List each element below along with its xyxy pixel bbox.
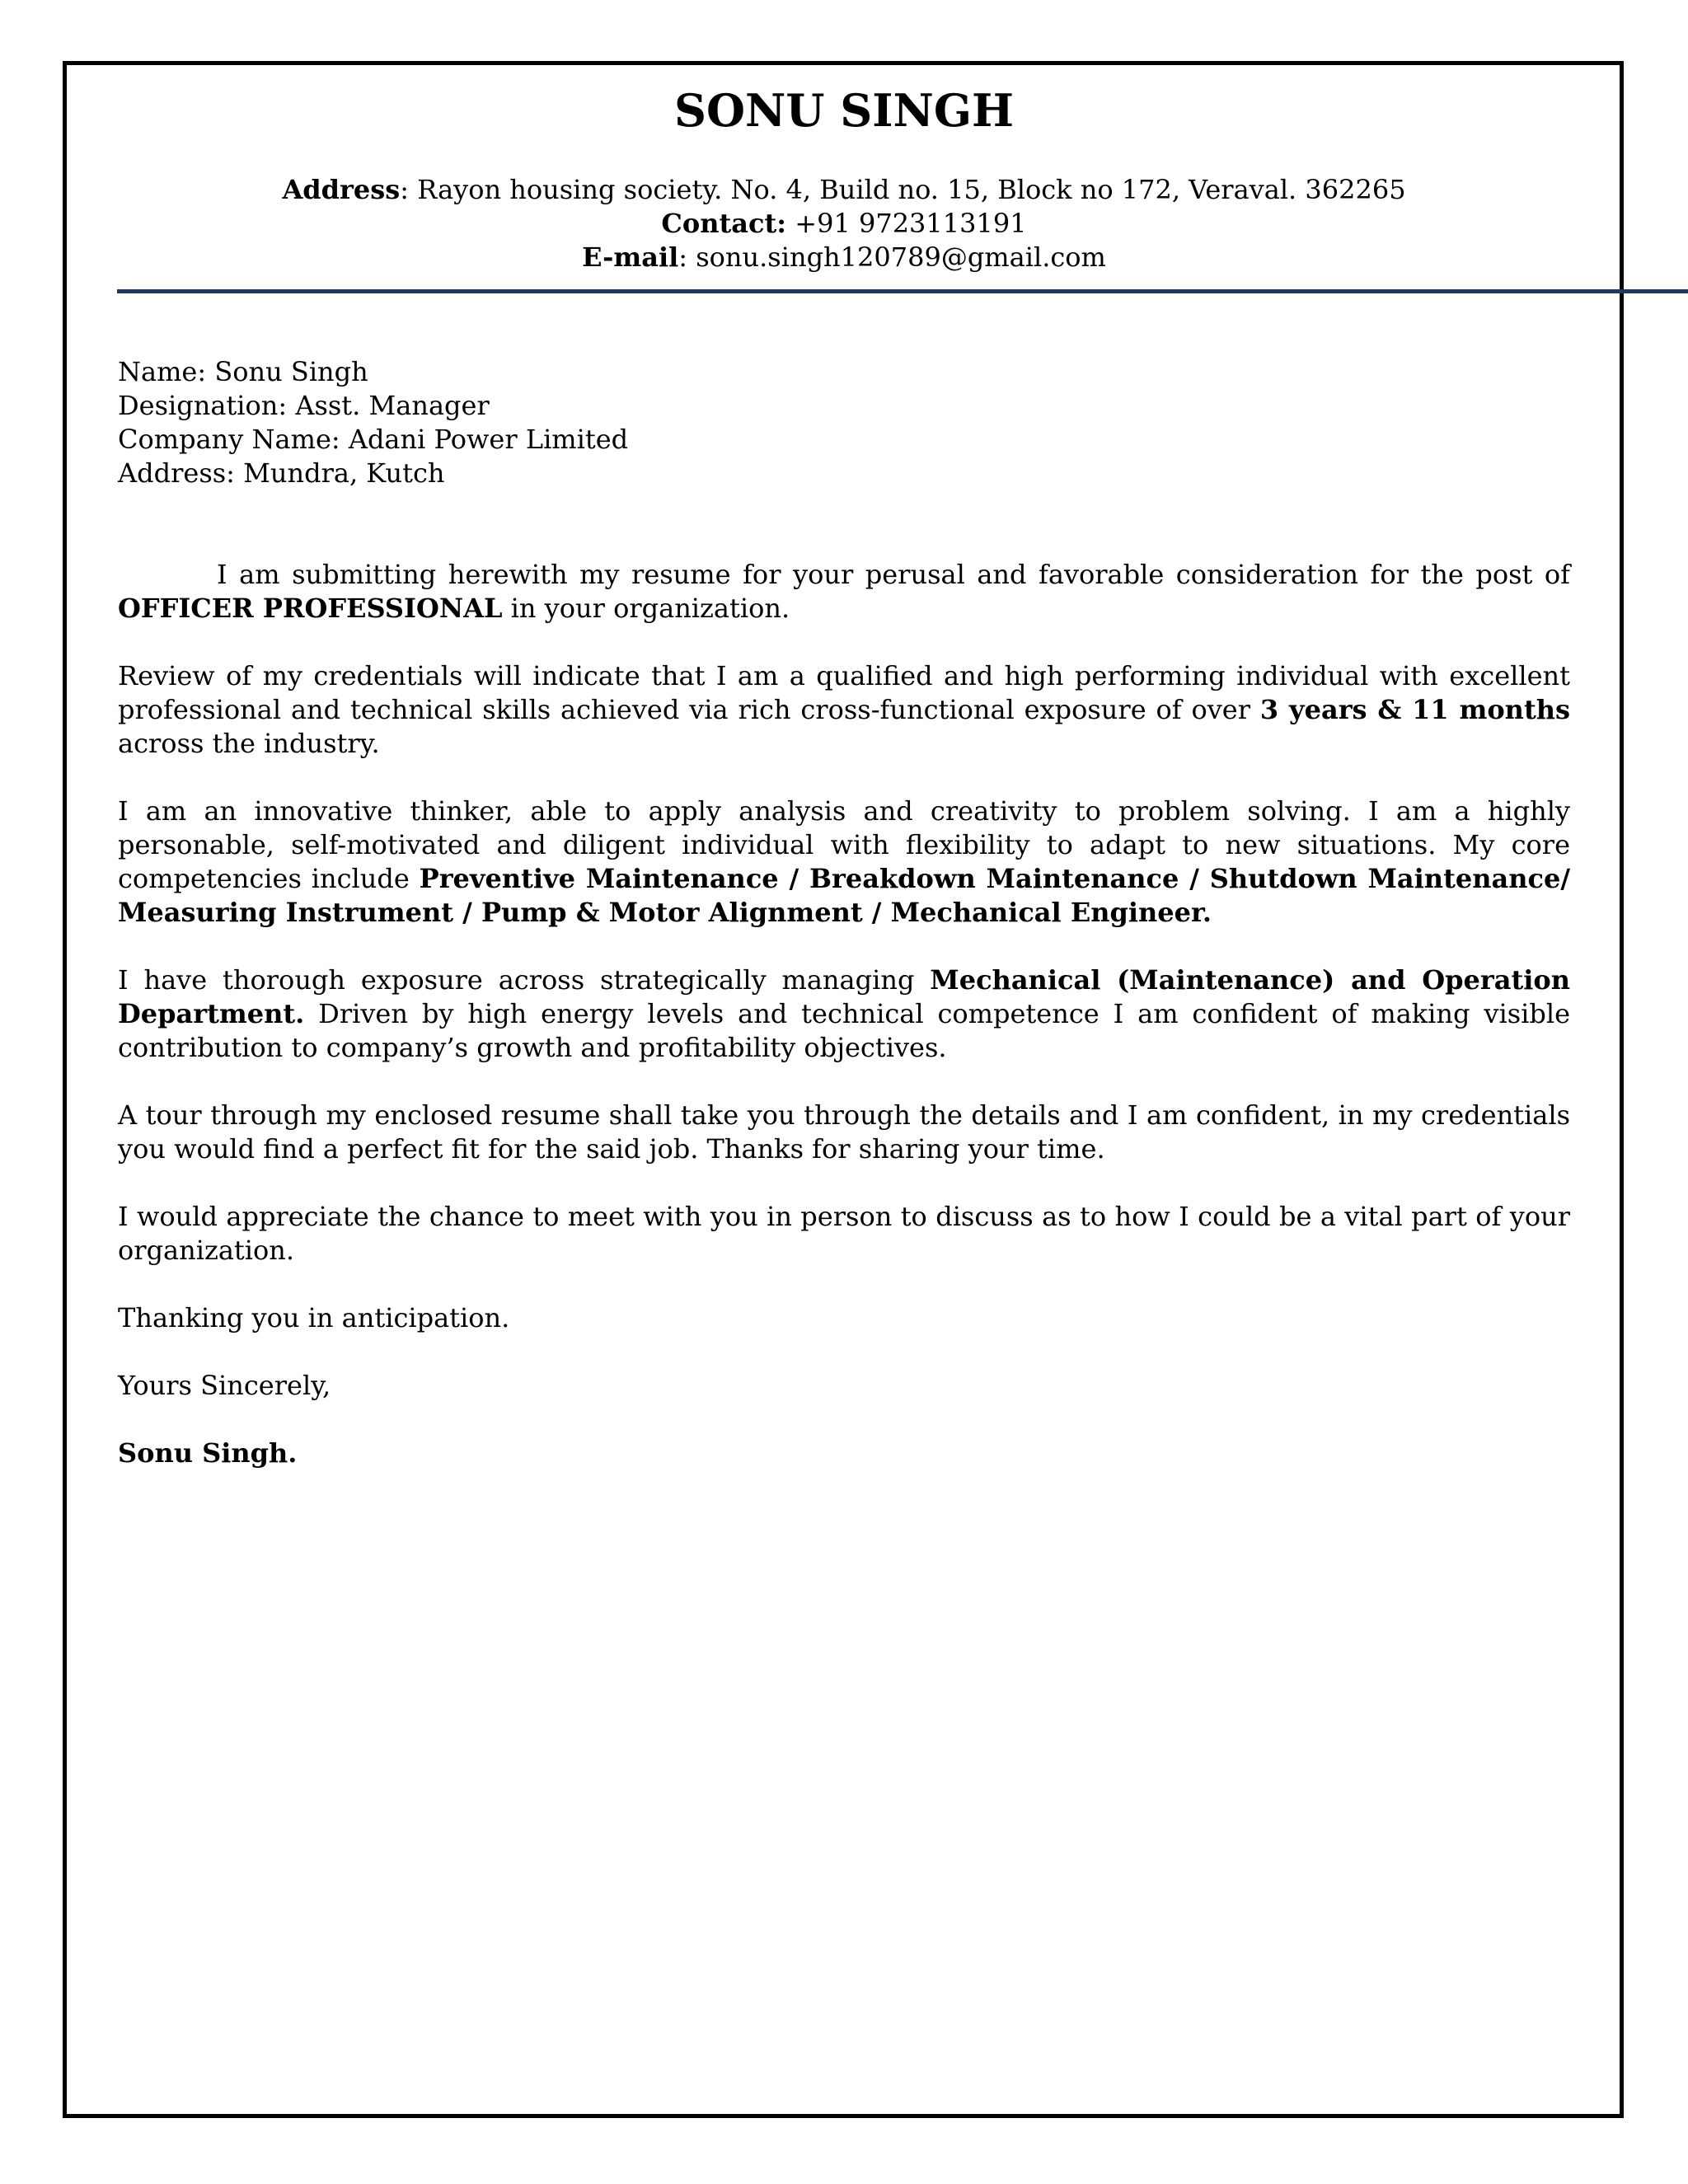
paragraph-thanks: Thanking you in anticipation. (118, 1302, 510, 1333)
contact-value: +91 9723113191 (786, 208, 1027, 239)
address-line (118, 173, 1570, 207)
core-competencies: Preventive Maintenance / Breakdown Maintenance / Shutdown Maintenance/ Measuring Instrument / Pump & Motor Alignment / Mechanical Engineer. (118, 863, 1571, 928)
recipient-designation: Designation: Asst. Manager (118, 390, 490, 421)
email-label: E-mail (582, 241, 679, 273)
applicant-name: SONU SINGH (673, 84, 1015, 137)
contact-block (118, 173, 1570, 274)
paragraph-credentials-text: Review of my credentials will indicate that I am a qualified and high performing individual with excellent professional and technical skills achieved via rich cross-functional exposure of over (118, 660, 1570, 725)
recipient-block (118, 355, 1570, 490)
contact-label: Contact: (661, 208, 787, 239)
cover-letter (118, 79, 1570, 1504)
address-value: : Rayon housing society. No. 4, Build no. 15, Block no 172, Veraval. 362265 (400, 174, 1406, 205)
paragraph-exposure (118, 963, 1570, 1065)
paragraph-exposure-end: Driven by high energy levels and technical competence I am confident of making visible contribution to company’s growth and profitability objectives. (118, 998, 1570, 1063)
email-line (118, 241, 1570, 274)
paragraph-exposure-text: I have thorough exposure across strategically managing (118, 964, 931, 996)
experience-duration: 3 years & 11 months (1259, 694, 1571, 725)
closing-line: Yours Sincerely, (118, 1370, 331, 1401)
email-value: : sonu.singh120789@gmail.com (678, 241, 1106, 273)
paragraph-meeting: I would appreciate the chance to meet with you in person to discuss as to how I could be a vital part of your organization. (118, 1201, 1570, 1266)
paragraph-intro-text: I am submitting herewith my resume for your perusal and favorable consideration for the post of (217, 559, 1570, 590)
contact-line (118, 207, 1570, 241)
address-label: Address (282, 174, 401, 205)
recipient-address: Address: Mundra, Kutch (118, 457, 445, 489)
paragraph-competencies (118, 794, 1570, 930)
recipient-name: Name: Sonu Singh (118, 356, 368, 387)
paragraph-intro-end: in your organization. (502, 593, 790, 624)
paragraph-resume-tour: A tour through my enclosed resume shall take you through the details and I am confident, in my credentials you would find a perfect fit for the said job. Thanks for sharing your time. (118, 1099, 1570, 1165)
paragraph-credentials-end: across the industry. (118, 728, 380, 759)
department-name: Mechanical (Maintenance) and Operation Department. (118, 964, 1571, 1029)
paragraph-credentials (118, 659, 1570, 761)
paragraph-competencies-text: I am an innovative thinker, able to apply analysis and creativity to problem solving. I am a highly personable, self-motivated and diligent individual with flexibility to adapt to new situations. My core competencies include (118, 795, 1570, 894)
signature: Sonu Singh. (118, 1437, 298, 1469)
post-title: OFFICER PROFESSIONAL (118, 593, 503, 624)
paragraph-intro (118, 558, 1570, 626)
recipient-company: Company Name: Adani Power Limited (118, 424, 629, 455)
